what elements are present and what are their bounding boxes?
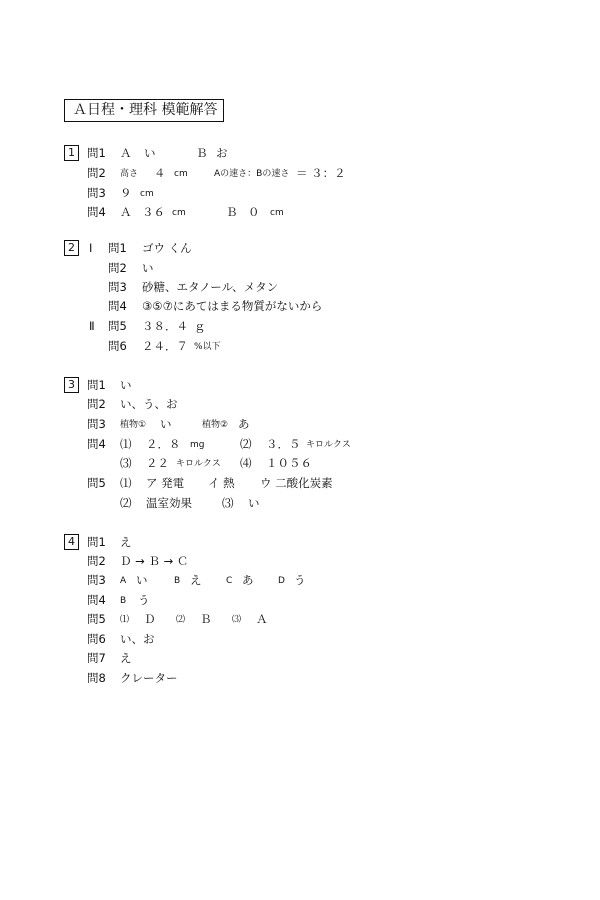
s1-q4-b-value: ０ bbox=[248, 205, 260, 219]
s4-q2-value: Ｄ → Ｂ → Ｃ bbox=[120, 554, 189, 568]
s1-q4-b-unit: cm bbox=[270, 208, 284, 218]
s4-q7-value: え bbox=[120, 651, 132, 665]
s1-q2-ratio-value: ＝ ３：２ bbox=[296, 166, 346, 180]
s3-q3-value-2: あ bbox=[238, 417, 250, 431]
s4-q5-p2-value: Ｂ bbox=[200, 612, 212, 626]
s4-q1-label: 問1 bbox=[87, 535, 106, 549]
s1-q2-height: ４ bbox=[154, 166, 166, 180]
s4-q7-label: 問7 bbox=[87, 651, 106, 665]
s4-q2-label: 問2 bbox=[87, 554, 106, 568]
s3-q2-label: 問2 bbox=[87, 397, 106, 411]
s3-q3-key-1: 植物① bbox=[120, 420, 147, 430]
s4-q4-key: B bbox=[120, 596, 127, 606]
s3-q5-p1-num: ⑴ bbox=[120, 476, 132, 490]
s1-q4-b-key: Ｂ bbox=[226, 205, 238, 219]
s4-q3-d-key: D bbox=[278, 576, 285, 586]
s4-q5-p2-num: ⑵ bbox=[176, 615, 186, 625]
s3-q3-label: 問3 bbox=[87, 417, 106, 431]
s4-q3-c-value: あ bbox=[242, 573, 254, 587]
s3-q4-p1-num: ⑴ bbox=[120, 437, 132, 451]
s4-q6-value: い、お bbox=[120, 632, 155, 646]
s2-part-1: Ⅰ bbox=[89, 241, 93, 255]
s2-q5-unit: ｇ bbox=[194, 319, 206, 333]
s1-q3-value: ９ bbox=[120, 186, 132, 200]
s4-q5-p3-num: ⑶ bbox=[232, 615, 242, 625]
s2-q6-unit: %以下 bbox=[194, 342, 221, 352]
s1-q4-a-value: ３６ bbox=[142, 205, 165, 219]
s3-q4-p2-value: ３．５ bbox=[266, 437, 301, 451]
s4-q3-label: 問3 bbox=[87, 573, 106, 587]
section-3-number: 3 bbox=[64, 377, 79, 393]
s4-q8-label: 問8 bbox=[87, 671, 106, 685]
s4-q5-label: 問5 bbox=[87, 612, 106, 626]
section-1-number: 1 bbox=[64, 145, 79, 161]
s1-q3-unit: cm bbox=[140, 189, 154, 199]
s3-q5-label: 問5 bbox=[87, 476, 106, 490]
s3-q5-p1-b: イ 熱 bbox=[208, 476, 235, 490]
s1-q2-label: 問2 bbox=[87, 166, 106, 180]
s4-q1-value: え bbox=[120, 535, 132, 549]
s4-q3-b-key: B bbox=[174, 576, 181, 586]
s1-q1-a-value: い bbox=[144, 146, 156, 160]
s3-q1-value: い bbox=[120, 378, 132, 392]
s3-q3-value-1: い bbox=[160, 417, 172, 431]
s2-q2-value: い bbox=[142, 261, 154, 275]
s1-q2-head: 高さ bbox=[120, 169, 139, 179]
s4-q8-value: クレーター bbox=[120, 671, 178, 685]
s2-q6-value: ２４．７ bbox=[142, 339, 188, 353]
s3-q5-p1-a: ア 発電 bbox=[146, 476, 185, 490]
s2-part-2: Ⅱ bbox=[89, 319, 95, 333]
s3-q4-p2-num: ⑵ bbox=[240, 437, 252, 451]
s4-q4-value: う bbox=[138, 593, 150, 607]
s4-q3-c-key: C bbox=[226, 576, 233, 586]
s3-q4-label: 問4 bbox=[87, 437, 106, 451]
s2-q4-value: ③⑤⑦にあてはまる物質がないから bbox=[142, 299, 323, 313]
s1-q1-b-value: お bbox=[216, 146, 228, 160]
s4-q3-d-value: う bbox=[294, 573, 306, 587]
s3-q5-p3-num: ⑶ bbox=[222, 496, 234, 510]
s2-q3-label: 問3 bbox=[108, 280, 127, 294]
s3-q5-p3-value: い bbox=[248, 496, 260, 510]
s3-q4-p3-unit: キロルクス bbox=[176, 459, 221, 469]
s2-q4-label: 問4 bbox=[108, 299, 127, 313]
s3-q4-p3-num: ⑶ bbox=[120, 456, 132, 470]
s4-q3-a-key: A bbox=[120, 576, 127, 586]
s3-q2-value: い、う、お bbox=[120, 397, 178, 411]
s2-q1-value: ゴウ くん bbox=[142, 241, 192, 255]
s3-q5-p1-c: ウ 二酸化炭素 bbox=[260, 476, 333, 490]
s3-q4-p4-value: １０５６ bbox=[266, 456, 312, 470]
s2-q5-value: ３８．４ bbox=[142, 319, 188, 333]
s1-q1-b-key: Ｂ bbox=[196, 146, 208, 160]
s4-q6-label: 問6 bbox=[87, 632, 106, 646]
s1-q4-a-key: Ａ bbox=[120, 205, 132, 219]
s1-q3-label: 問3 bbox=[87, 186, 106, 200]
s2-q2-label: 問2 bbox=[108, 261, 127, 275]
s4-q5-p1-value: Ｄ bbox=[144, 612, 156, 626]
s1-q2-unit: cm bbox=[174, 169, 188, 179]
s3-q4-p4-num: ⑷ bbox=[240, 456, 252, 470]
s2-q5-label: 問5 bbox=[108, 319, 127, 333]
s2-q3-value: 砂糖、エタノール、メタン bbox=[142, 280, 279, 294]
s3-q3-key-2: 植物② bbox=[202, 420, 229, 430]
s4-q5-p1-num: ⑴ bbox=[120, 615, 130, 625]
s1-q4-a-unit: cm bbox=[172, 208, 186, 218]
section-4-number: 4 bbox=[64, 534, 79, 550]
s3-q4-p3-value: ２２ bbox=[146, 456, 169, 470]
page-title: Ａ日程・理科 模範解答 bbox=[64, 99, 224, 122]
s3-q4-p1-unit: mg bbox=[190, 440, 205, 450]
s4-q3-b-value: え bbox=[190, 573, 202, 587]
s1-q1-a-key: Ａ bbox=[120, 146, 132, 160]
s4-q3-a-value: い bbox=[136, 573, 148, 587]
s3-q4-p1-value: ２．８ bbox=[146, 437, 181, 451]
s1-q4-label: 問4 bbox=[87, 205, 106, 219]
s3-q1-label: 問1 bbox=[87, 378, 106, 392]
s3-q5-p2-value: 温室効果 bbox=[146, 496, 192, 510]
s4-q5-p3-value: Ａ bbox=[256, 612, 268, 626]
s1-q2-ratio-text: Aの速さ：Bの速さ bbox=[214, 169, 290, 179]
s1-q1-label: 問1 bbox=[87, 146, 106, 160]
s3-q5-p2-num: ⑵ bbox=[120, 496, 132, 510]
s2-q6-label: 問6 bbox=[108, 339, 127, 353]
s3-q4-p2-unit: キロルクス bbox=[306, 440, 351, 450]
section-2-number: 2 bbox=[64, 240, 79, 256]
s4-q4-label: 問4 bbox=[87, 593, 106, 607]
s2-q1-label: 問1 bbox=[108, 241, 127, 255]
